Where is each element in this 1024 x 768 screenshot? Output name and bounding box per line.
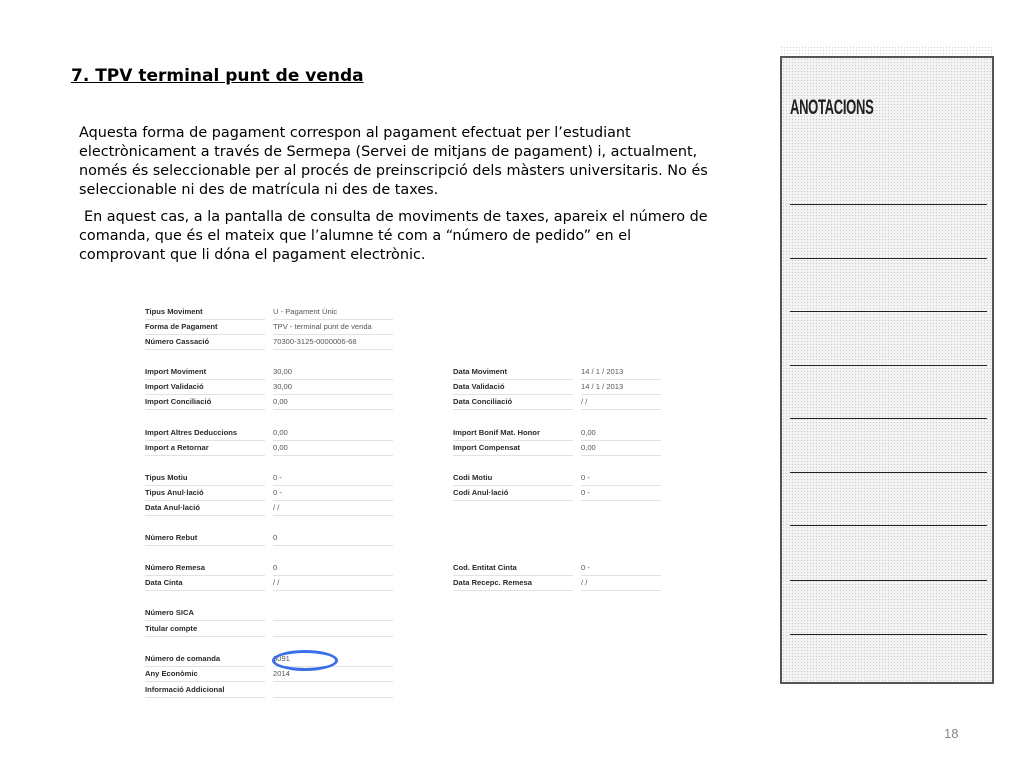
form-row xyxy=(145,531,645,546)
form-field-label: Codi Motiu xyxy=(453,471,573,486)
form-field-value: 0,00 xyxy=(273,426,393,441)
form-field-label: Any Econòmic xyxy=(145,667,265,682)
form-field-label: Import Validació xyxy=(145,380,265,395)
notes-panel xyxy=(780,56,994,684)
form-row xyxy=(145,395,645,410)
form-field-value: 0,00 xyxy=(273,395,393,410)
notes-title: ANOTACIONS xyxy=(790,96,874,119)
paragraph-detail: En aquest cas, a la pantalla de consulta de moviments de taxes, apareix el número de comanda, que és el mateix que l’alumne té com a “número de pedido” en el comprovant que li dóna el pagament electrònic. xyxy=(79,209,708,263)
form-row xyxy=(145,365,645,380)
notes-panel-top-strip xyxy=(780,46,994,56)
form-field-label: Data Recepc. Remesa xyxy=(453,576,573,591)
form-field-value: 0 xyxy=(273,561,393,576)
form-field-label: Import Compensat xyxy=(453,441,573,456)
notes-writing-line xyxy=(790,525,987,526)
form-field-label: Número Remesa xyxy=(145,561,265,576)
form-field-value xyxy=(273,606,393,621)
form-row xyxy=(145,305,645,320)
form-row xyxy=(145,606,645,621)
notes-writing-line xyxy=(790,365,987,366)
form-field-value: 0 - xyxy=(273,486,393,501)
form-field-label: Data Anul·lació xyxy=(145,501,265,516)
form-field-value: 0,00 xyxy=(581,426,661,441)
form-row xyxy=(145,426,645,441)
page-number: 18 xyxy=(944,726,959,741)
form-field-value: 2014 xyxy=(273,667,393,682)
form-field-value: 0,00 xyxy=(273,441,393,456)
highlight-oval-order-number xyxy=(272,650,338,671)
form-field-label: Tipus Motiu xyxy=(145,471,265,486)
form-field-value: 70300-3125-0000006-68 xyxy=(273,335,393,350)
form-field-label: Cod. Entitat Cinta xyxy=(453,561,573,576)
form-field-value xyxy=(273,622,393,637)
notes-writing-line xyxy=(790,311,987,312)
form-field-label: Import Conciliació xyxy=(145,395,265,410)
form-field-label: Data Conciliació xyxy=(453,395,573,410)
form-row xyxy=(145,561,645,576)
form-field-label: Codi Anul·lació xyxy=(453,486,573,501)
notes-writing-line xyxy=(790,634,987,635)
form-field-value: 0,00 xyxy=(581,441,661,456)
form-field-label: Informació Addicional xyxy=(145,683,265,698)
form-field-label: Import Altres Deduccions xyxy=(145,426,265,441)
form-row xyxy=(145,335,645,350)
form-field-label: Import Moviment xyxy=(145,365,265,380)
section-title: 7. TPV terminal punt de venda xyxy=(71,66,364,86)
form-field-label: Forma de Pagament xyxy=(145,320,265,335)
form-field-value: U - Pagament Únic xyxy=(273,305,393,320)
notes-writing-line xyxy=(790,418,987,419)
form-row xyxy=(145,501,645,516)
form-field-value: 0 - xyxy=(581,561,661,576)
form-field-label: Data Validació xyxy=(453,380,573,395)
notes-writing-line xyxy=(790,580,987,581)
form-field-value: TPV - terminal punt de venda xyxy=(273,320,393,335)
form-field-value: 14 / 1 / 2013 xyxy=(581,365,661,380)
form-field-label: Import a Retornar xyxy=(145,441,265,456)
form-row xyxy=(145,652,645,667)
form-field-label: Data Cinta xyxy=(145,576,265,591)
form-field-value: 0 - xyxy=(273,471,393,486)
form-field-label: Tipus Moviment xyxy=(145,305,265,320)
form-row xyxy=(145,380,645,395)
form-field-value: / / xyxy=(581,576,661,591)
form-row xyxy=(145,576,645,591)
form-row xyxy=(145,471,645,486)
notes-writing-line xyxy=(790,472,987,473)
form-field-value: 30,00 xyxy=(273,380,393,395)
form-field-value: / / xyxy=(273,501,393,516)
notes-writing-line xyxy=(790,204,987,205)
form-field-label: Número Cassació xyxy=(145,335,265,350)
form-field-label: Titular compte xyxy=(145,622,265,637)
form-field-label: Tipus Anul·lació xyxy=(145,486,265,501)
form-row xyxy=(145,486,645,501)
form-field-value: 6091 xyxy=(273,652,393,667)
form-field-value xyxy=(273,683,393,698)
form-row xyxy=(145,441,645,456)
form-row xyxy=(145,667,645,682)
paragraph-intro: Aquesta forma de pagament correspon al pagament efectuat per l’estudiant electrònicament a través de Sermepa (Servei de mitjans de pagament) i, actualment, només és seleccionable per al procés de preinscripció dels màsters universitaris. No és seleccionable ni des de matrícula ni des de taxes. xyxy=(79,125,708,198)
form-field-label: Número Rebut xyxy=(145,531,265,546)
notes-writing-line xyxy=(790,258,987,259)
form-field-value: 30,00 xyxy=(273,365,393,380)
form-field-label: Data Moviment xyxy=(453,365,573,380)
movement-record-form xyxy=(145,305,645,705)
form-field-label: Número SICA xyxy=(145,606,265,621)
form-field-value: 0 - xyxy=(581,486,661,501)
form-field-label: Número de comanda xyxy=(145,652,265,667)
form-field-label: Import Bonif Mat. Honor xyxy=(453,426,573,441)
form-field-value: 0 xyxy=(273,531,393,546)
form-field-value: 0 - xyxy=(581,471,661,486)
form-field-value: 14 / 1 / 2013 xyxy=(581,380,661,395)
form-row xyxy=(145,683,645,698)
form-field-value: / / xyxy=(581,395,661,410)
form-field-value: / / xyxy=(273,576,393,591)
form-row xyxy=(145,622,645,637)
form-row xyxy=(145,320,645,335)
